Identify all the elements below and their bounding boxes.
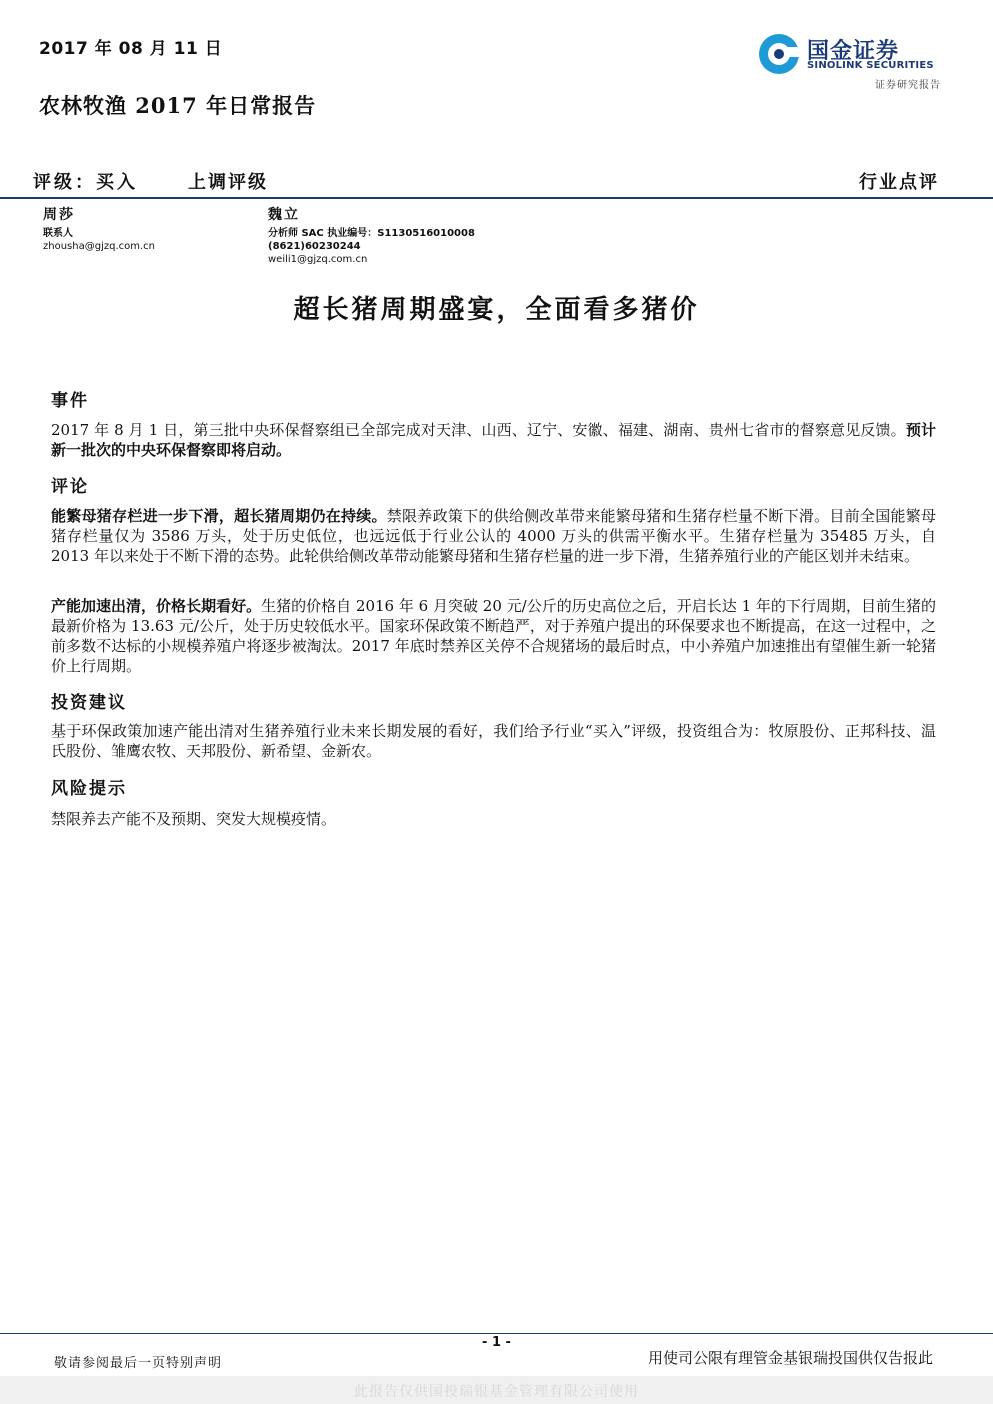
report-headline: 超长猪周期盛宴，全面看多猪价 [293,295,700,325]
event-text: 2017 年 8 月 1 日，第三批中央环保督察组已全部完成对天津、山西、辽宁、安徽、福建、湖南、贵州七省市的督察意见反馈。 [51,421,906,439]
analyst-phone: (8621)60230244 [268,241,361,252]
analyst-block-1 [43,209,155,253]
sinolink-logo-icon [757,32,801,76]
analyst-role: 联系人 [43,228,73,239]
analyst-name: 魏立 [268,207,300,223]
footer-divider [0,1333,993,1334]
page-number: - 1 - [482,1335,511,1350]
analyst-role: 分析师 SAC 执业编号：S1130516010008 [268,228,475,239]
comment-p1-text: 禁限养政策下的供给侧改革带来能繁母猪和生猪存栏量不断下滑。目前全国能繁母猪存栏量仅为 3586 万头，处于历史低位，也远远低于行业公认的 4000 万头的供需平衡水平。生猪存栏量为 35485 万头，自 2013 年以来处于不断下滑的态势。此轮供给侧改革带动能繁母猪和生猪存栏量的进一步下滑，生猪养殖行业的产能区划并未结束。 [51,507,936,565]
brand-name-cn: 国金证券 [807,39,900,64]
analyst-block-2 [268,209,475,266]
analyst-name: 周莎 [43,207,75,223]
brand-logo [757,32,947,90]
risk-paragraph: 禁限养去产能不及预期、突发大规模疫情。 [51,810,337,828]
section-title-event: 事件 [51,391,89,411]
event-paragraph [51,420,936,460]
report-type: 行业点评 [859,172,939,193]
section-title-advice: 投资建议 [51,693,127,713]
footer-right-text: 用使司公限有理管金基银瑞投国供仅告报此 [647,1349,933,1367]
rating-change: 上调评级 [188,172,268,193]
comment-p2-lead: 产能加速出清，价格长期看好。 [51,597,262,615]
section-title-comment: 评论 [51,477,89,497]
rating-row [33,168,939,196]
event-bold-tail: 预计新一批次的中央环保督察即将启动。 [51,421,936,459]
brand-subtitle: 证券研究报告 [875,80,941,91]
disclaimer-note: 敬请参阅最后一页特别声明 [54,1356,223,1371]
brand-name-en: SINOLINK SECURITIES [807,60,934,71]
analyst-email[interactable]: zhousha@gjzq.com.cn [43,241,155,252]
comment-p1-lead: 能繁母猪存栏进一步下滑，超长猪周期仍在持续。 [51,507,387,525]
section-title-risk: 风险提示 [51,779,127,799]
report-date: 2017 年 08 月 11 日 [39,39,223,59]
report-series-title: 农林牧渔 2017 年日常报告 [39,93,317,118]
analyst-email[interactable]: weili1@gjzq.com.cn [268,254,368,265]
watermark-text: 此报告仅供国投瑞银基金管理有限公司使用 [354,1384,639,1400]
comment-paragraph-1 [51,506,936,566]
advice-paragraph: 基于环保政策加速产能出清对生猪养殖行业未来长期发展的看好，我们给予行业“买入”评级，投资组合为：牧原股份、正邦科技、温氏股份、雏鹰农牧、天邦股份、新希望、金新农。 [51,722,936,760]
comment-p2-text: 生猪的价格自 2016 年 6 月突破 20 元/公斤的历史高位之后，开启长达 1 年的下行周期，目前生猪的最新价格为 13.63 元/公斤，处于历史较低水平。国家环保政策不断趋严，对于养殖户提出的环保要求也不断提高，在这一过程中，之前多数不达标的小规模养殖户将逐步被淘汰。2017 年底时禁养区关停不合规猪场的最后时点，中小养殖户加速推出有望催生新一轮猪价上行周期。 [51,597,936,675]
comment-paragraph-2 [51,596,936,676]
rating-label: 评级：买入 [33,172,138,193]
header-divider [0,197,993,199]
